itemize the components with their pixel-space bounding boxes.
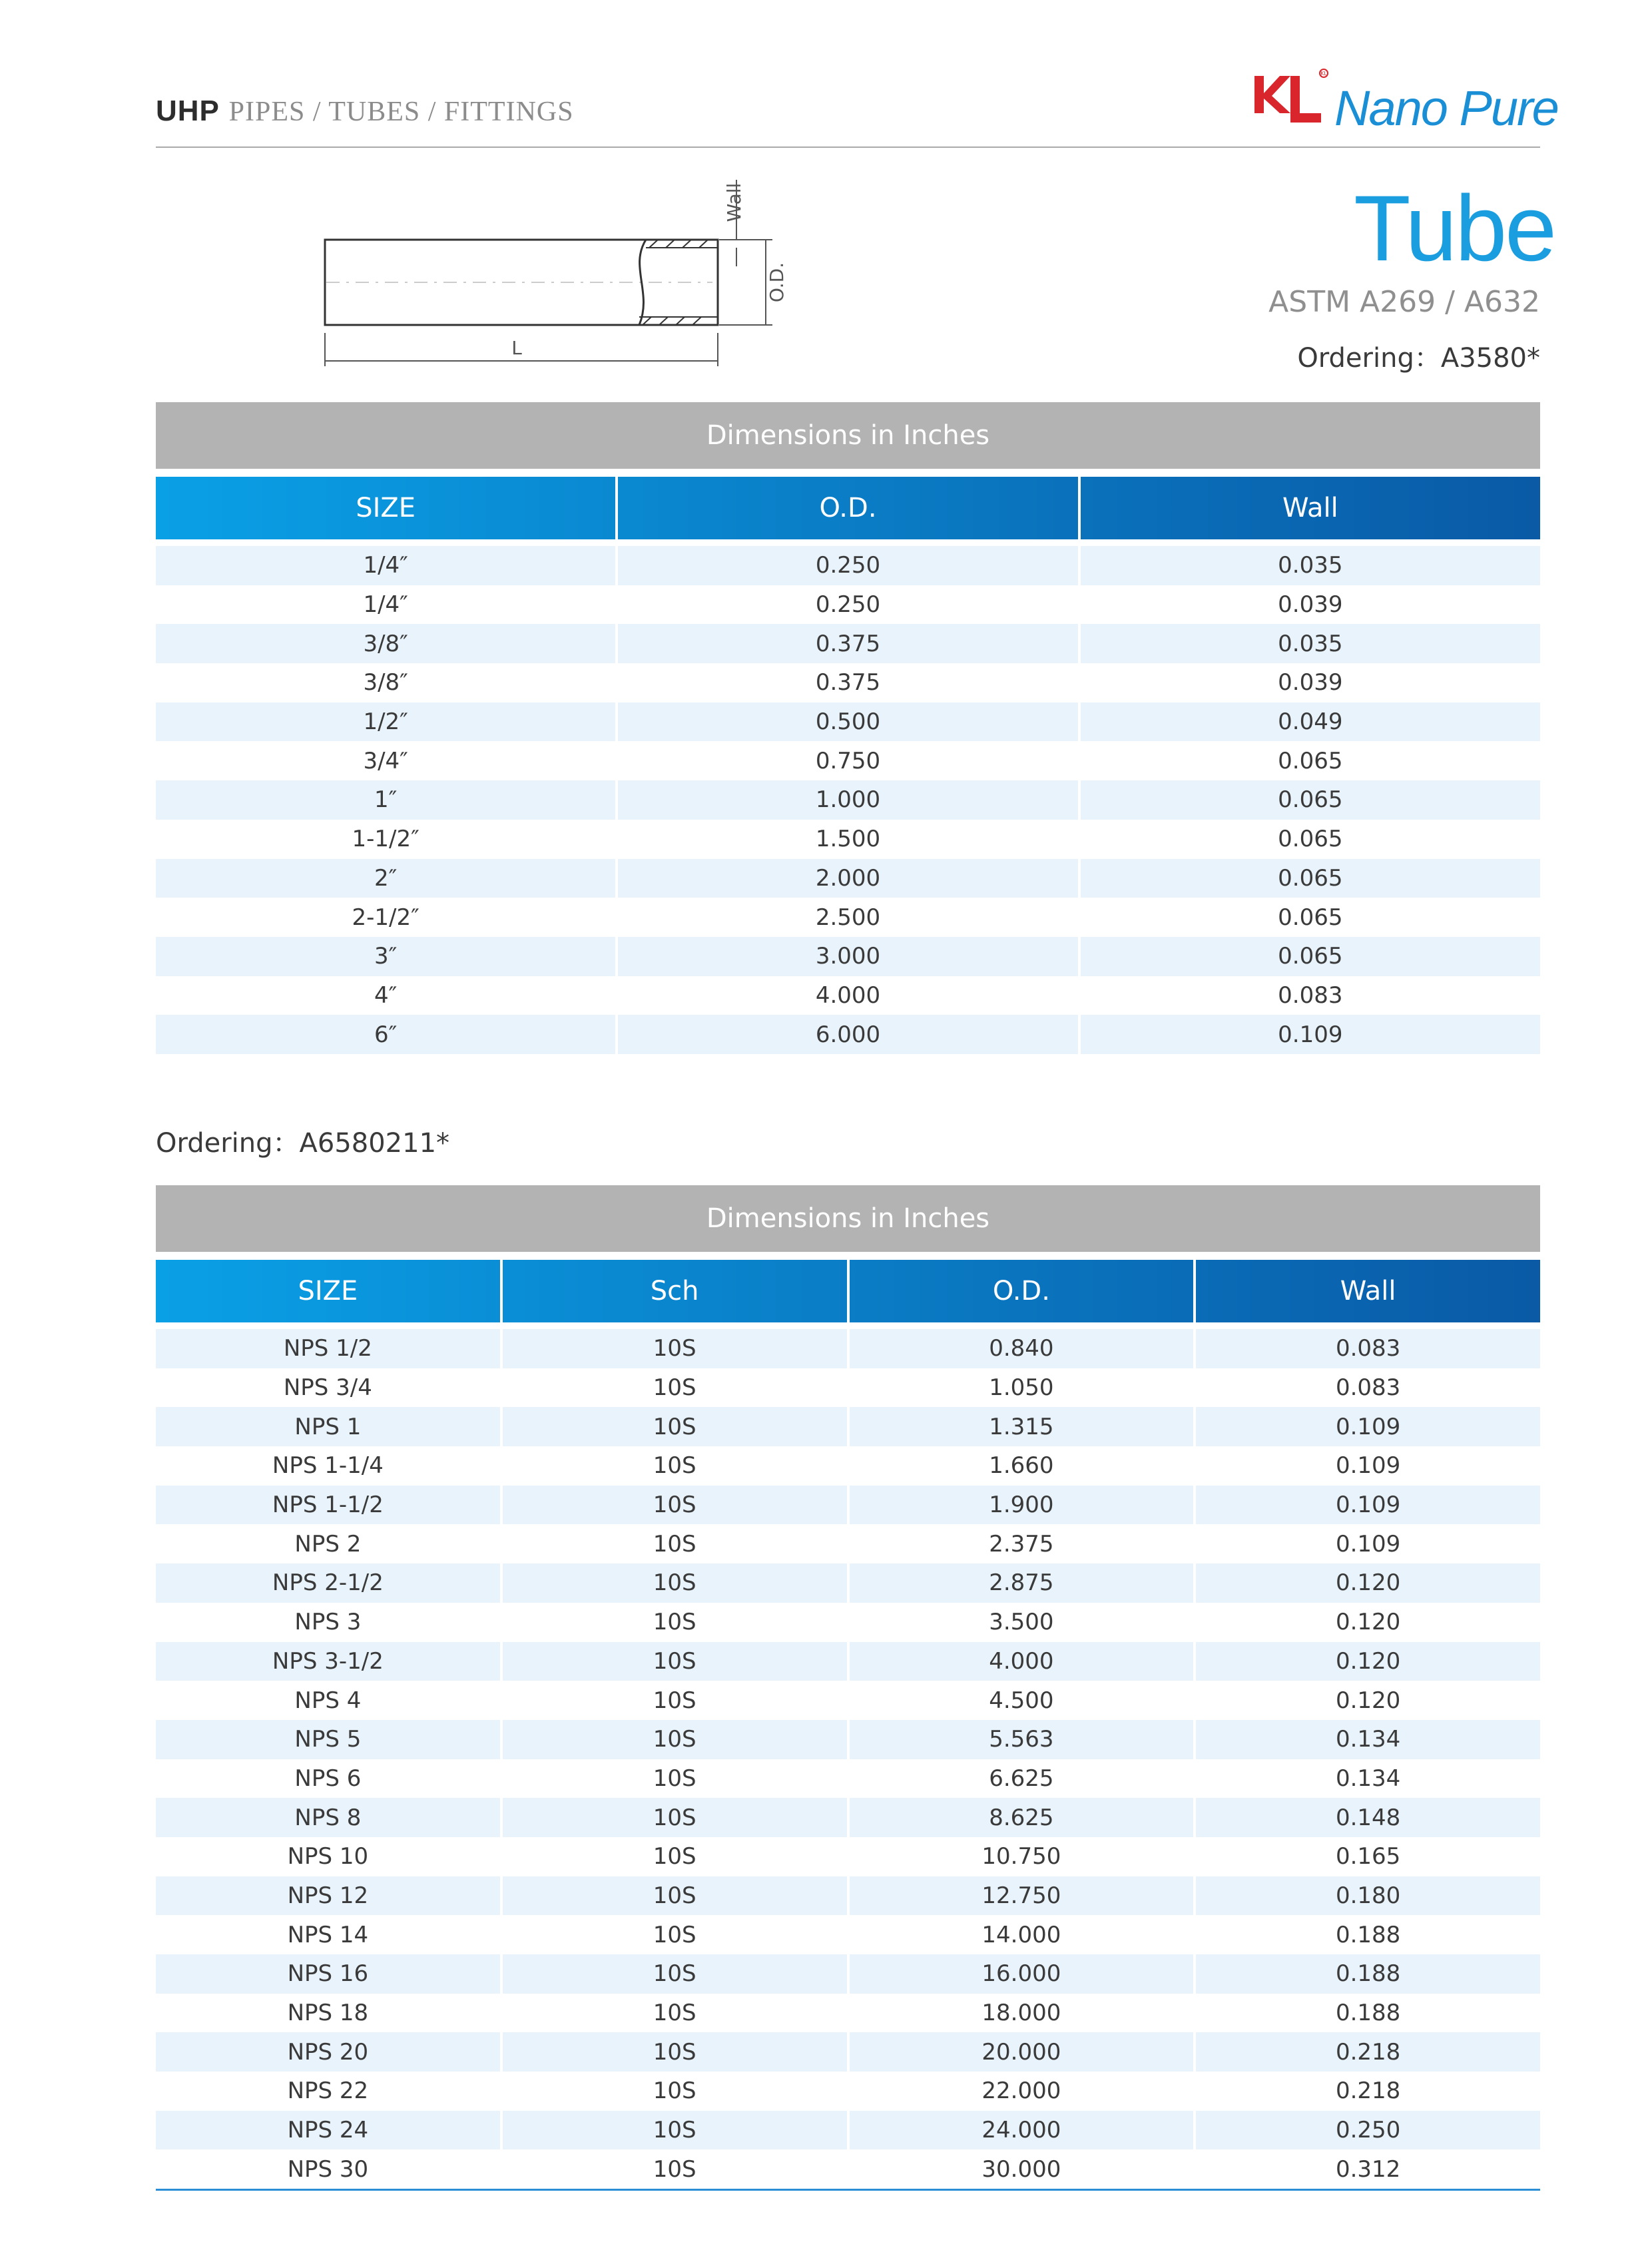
table-cell: NPS 5	[294, 1726, 362, 1753]
table-cell: NPS 10	[287, 1843, 369, 1870]
table-row	[156, 1915, 1540, 1954]
table-body	[156, 546, 1540, 1054]
table-cell: 10S	[500, 1407, 847, 1446]
table-row	[156, 2072, 1540, 2111]
table-cell: NPS 2	[294, 1530, 362, 1557]
table-cell: 0.120	[1193, 1681, 1540, 1720]
table-cell: 0.120	[1193, 1563, 1540, 1603]
table-row	[156, 976, 1540, 1015]
table-cell: 2.500	[615, 898, 1077, 937]
table-row	[156, 820, 1540, 859]
table-row	[156, 937, 1540, 976]
wall-label: Wall	[723, 182, 745, 222]
table-cell: 1″	[374, 786, 398, 814]
table-cell: 1/4″	[363, 552, 408, 579]
table-row	[156, 546, 1540, 585]
tube-dimension-diagram	[293, 166, 826, 386]
od-label: O.D.	[766, 262, 788, 303]
table-row	[156, 859, 1540, 898]
table-row	[156, 1329, 1540, 1368]
brand-category: PIPES / TUBES / FITTINGS	[228, 97, 574, 127]
table-row	[156, 663, 1540, 702]
table-cell: NPS 16	[287, 1960, 369, 1988]
table-cell: 0.134	[1193, 1720, 1540, 1759]
table-cell: NPS 24	[287, 2117, 369, 2144]
document-header	[156, 95, 574, 128]
table-cell: 0.039	[1078, 585, 1540, 625]
table-cell: 0.065	[1078, 780, 1540, 820]
table-cell: 1.050	[847, 1368, 1194, 1408]
table-cell: 0.500	[615, 702, 1077, 742]
table-cell: 0.049	[1078, 702, 1540, 742]
table-row	[156, 1524, 1540, 1563]
table-cell: 10S	[500, 2072, 847, 2111]
table-cell: 1.315	[847, 1407, 1194, 1446]
table-cell: 0.148	[1193, 1798, 1540, 1837]
table-cell: 1.660	[847, 1446, 1194, 1486]
table-cell: 0.065	[1078, 859, 1540, 898]
table-cell: 5.563	[847, 1720, 1194, 1759]
table-cell: 6″	[374, 1021, 398, 1048]
table-cell: 3″	[374, 943, 398, 970]
table-cell: 4.000	[615, 976, 1077, 1015]
table-cell: 6.625	[847, 1759, 1194, 1799]
table-row	[156, 1642, 1540, 1681]
table-cell: 0.109	[1193, 1524, 1540, 1563]
column-header-size: SIZE	[356, 493, 416, 523]
logo-wordmark: Nano Pure	[1334, 81, 1558, 136]
table-cell: 24.000	[847, 2111, 1194, 2150]
table-cell: 2.000	[615, 859, 1077, 898]
table-cell: 0.218	[1193, 2072, 1540, 2111]
table-cell: 0.109	[1193, 1446, 1540, 1486]
table-cell: 0.083	[1193, 1329, 1540, 1368]
column-header-sch: Sch	[500, 1260, 847, 1322]
ordering-code-tube: Ordering：A3580*	[1297, 343, 1540, 374]
table-cell: NPS 1	[294, 1413, 362, 1440]
table-cell: NPS 8	[294, 1804, 362, 1831]
table-cell: 2.375	[847, 1524, 1194, 1563]
pipe-dimensions-table	[156, 1185, 1540, 2191]
table-cell: 10S	[500, 1954, 847, 1994]
column-header-wall: Wall	[1193, 1260, 1540, 1322]
table-cell: 10S	[500, 1563, 847, 1603]
table-row	[156, 2149, 1540, 2189]
table-row	[156, 585, 1540, 625]
table-caption: Dimensions in Inches	[156, 402, 1540, 469]
table-cell: 1-1/2″	[352, 826, 419, 853]
table-row	[156, 1446, 1540, 1486]
table-cell: 1/4″	[363, 591, 408, 619]
table-cell: 12.750	[847, 1876, 1194, 1916]
table-cell: 8.625	[847, 1798, 1194, 1837]
table-cell: 0.840	[847, 1329, 1194, 1368]
table-cell: 3.500	[847, 1603, 1194, 1642]
table-cell: 4.500	[847, 1681, 1194, 1720]
table-header-row	[156, 1260, 1540, 1322]
table-cell: 2-1/2″	[352, 904, 419, 931]
table-cell: 0.134	[1193, 1759, 1540, 1799]
table-cell: 0.035	[1078, 546, 1540, 585]
table-row	[156, 1798, 1540, 1837]
logo-mark-text: KL	[1320, 71, 1327, 77]
table-cell: 10S	[500, 1642, 847, 1681]
column-header-size: SIZE	[298, 1276, 358, 1306]
table-cell: 14.000	[847, 1915, 1194, 1954]
table-cell: NPS 14	[287, 1921, 369, 1948]
table-cell: 10S	[500, 1681, 847, 1720]
table-cell: 3/8″	[363, 630, 408, 657]
table-cell: 0.188	[1193, 1994, 1540, 2033]
table-cell: 0.165	[1193, 1837, 1540, 1876]
table-row	[156, 1368, 1540, 1408]
table-cell: NPS 1-1/2	[272, 1492, 384, 1519]
table-cell: 1/2″	[363, 708, 408, 736]
table-row	[156, 1759, 1540, 1799]
table-cell: NPS 22	[287, 2078, 369, 2105]
table-cell: 0.218	[1193, 2032, 1540, 2072]
table-cell: 0.250	[1193, 2111, 1540, 2150]
table-cell: 0.083	[1078, 976, 1540, 1015]
table-cell: 10S	[500, 1446, 847, 1486]
table-cell: 0.065	[1078, 937, 1540, 976]
table-cell: 0.109	[1193, 1407, 1540, 1446]
table-body	[156, 1329, 1540, 2189]
table-cell: 2″	[374, 864, 398, 892]
table-cell: NPS 3/4	[283, 1374, 372, 1402]
table-row	[156, 1407, 1540, 1446]
table-row	[156, 1954, 1540, 1994]
table-cell: NPS 6	[294, 1765, 362, 1792]
table-cell: 0.375	[615, 624, 1077, 663]
table-cell: 10S	[500, 1994, 847, 2033]
table-cell: 0.188	[1193, 1915, 1540, 1954]
table-row	[156, 1563, 1540, 1603]
table-cell: 10S	[500, 1759, 847, 1799]
table-row	[156, 1876, 1540, 1916]
ordering-code-pipe: Ordering：A6580211*	[156, 1128, 450, 1159]
table-cell: NPS 20	[287, 2038, 369, 2066]
table-cell: 0.375	[615, 663, 1077, 702]
table-row	[156, 624, 1540, 663]
table-cell: NPS 2-1/2	[272, 1569, 384, 1597]
table-cell: 10S	[500, 1876, 847, 1916]
table-row	[156, 2111, 1540, 2150]
header-divider	[156, 146, 1540, 148]
table-cell: 3/8″	[363, 669, 408, 697]
table-header-row	[156, 477, 1540, 539]
standard-spec: ASTM A269 / A632	[1268, 285, 1540, 319]
table-cell: NPS 1-1/4	[272, 1452, 384, 1480]
table-cell: 0.188	[1193, 1954, 1540, 1994]
table-row	[156, 1837, 1540, 1876]
table-cell: 20.000	[847, 2032, 1194, 2072]
brand-bold: UHP	[156, 95, 220, 127]
column-header-o-d: O.D.	[615, 477, 1077, 539]
table-cell: 18.000	[847, 1994, 1194, 2033]
table-cell: 10S	[500, 1798, 847, 1837]
table-caption: Dimensions in Inches	[156, 1185, 1540, 1252]
table-cell: 10S	[500, 2149, 847, 2189]
table-cell: NPS 3-1/2	[272, 1647, 384, 1675]
table-cell: 22.000	[847, 2072, 1194, 2111]
table-cell: NPS 4	[294, 1687, 362, 1714]
table-row	[156, 2032, 1540, 2072]
table-cell: 10S	[500, 1603, 847, 1642]
table-cell: 0.109	[1078, 1015, 1540, 1054]
table-cell: 0.250	[615, 546, 1077, 585]
table-row	[156, 1720, 1540, 1759]
table-cell: 0.250	[615, 585, 1077, 625]
table-cell: 4″	[374, 981, 398, 1009]
table-cell: 0.035	[1078, 624, 1540, 663]
table-cell: 10S	[500, 1368, 847, 1408]
column-header-wall: Wall	[1078, 477, 1540, 539]
table-cell: 0.065	[1078, 741, 1540, 780]
table-cell: NPS 18	[287, 2000, 369, 2027]
table-cell: 10S	[500, 2032, 847, 2072]
table-cell: 1.000	[615, 780, 1077, 820]
table-row	[156, 1486, 1540, 1525]
table-row	[156, 1015, 1540, 1054]
table-cell: 10S	[500, 1915, 847, 1954]
table-cell: 10S	[500, 1837, 847, 1876]
table-cell: 10S	[500, 1329, 847, 1368]
table-cell: 0.180	[1193, 1876, 1540, 1916]
table-cell: 6.000	[615, 1015, 1077, 1054]
table-cell: 10S	[500, 2111, 847, 2150]
table-row	[156, 898, 1540, 937]
table-row	[156, 741, 1540, 780]
table-cell: NPS 30	[287, 2155, 369, 2183]
length-label: L	[511, 337, 522, 359]
table-row	[156, 1603, 1540, 1642]
table-cell: 1.900	[847, 1486, 1194, 1525]
table-cell: 16.000	[847, 1954, 1194, 1994]
table-cell: NPS 3	[294, 1609, 362, 1636]
table-row	[156, 1681, 1540, 1720]
table-cell: 0.120	[1193, 1642, 1540, 1681]
table-cell: 0.120	[1193, 1603, 1540, 1642]
table-cell: 30.000	[847, 2149, 1194, 2189]
table-cell: NPS 1/2	[283, 1335, 372, 1362]
tube-dimensions-table	[156, 402, 1540, 1054]
table-cell: 10S	[500, 1486, 847, 1525]
table-cell: 0.065	[1078, 820, 1540, 859]
table-cell: 10.750	[847, 1837, 1194, 1876]
table-cell: 2.875	[847, 1563, 1194, 1603]
table-cell: 4.000	[847, 1642, 1194, 1681]
table-cell: NPS 12	[287, 1882, 369, 1909]
table-row	[156, 780, 1540, 820]
table-cell: 0.109	[1193, 1486, 1540, 1525]
table-cell: 0.750	[615, 741, 1077, 780]
table-cell: 0.083	[1193, 1368, 1540, 1408]
table-bottom-rule	[156, 2189, 1540, 2191]
table-row	[156, 1994, 1540, 2033]
column-header-o-d: O.D.	[847, 1260, 1194, 1322]
table-cell: 10S	[500, 1524, 847, 1563]
table-cell: 0.312	[1193, 2149, 1540, 2189]
table-cell: 10S	[500, 1720, 847, 1759]
table-cell: 0.065	[1078, 898, 1540, 937]
table-cell: 1.500	[615, 820, 1077, 859]
table-cell: 3/4″	[363, 747, 408, 774]
product-title: Tube	[1354, 176, 1555, 280]
table-cell: 0.039	[1078, 663, 1540, 702]
table-row	[156, 702, 1540, 742]
table-cell: 3.000	[615, 937, 1077, 976]
